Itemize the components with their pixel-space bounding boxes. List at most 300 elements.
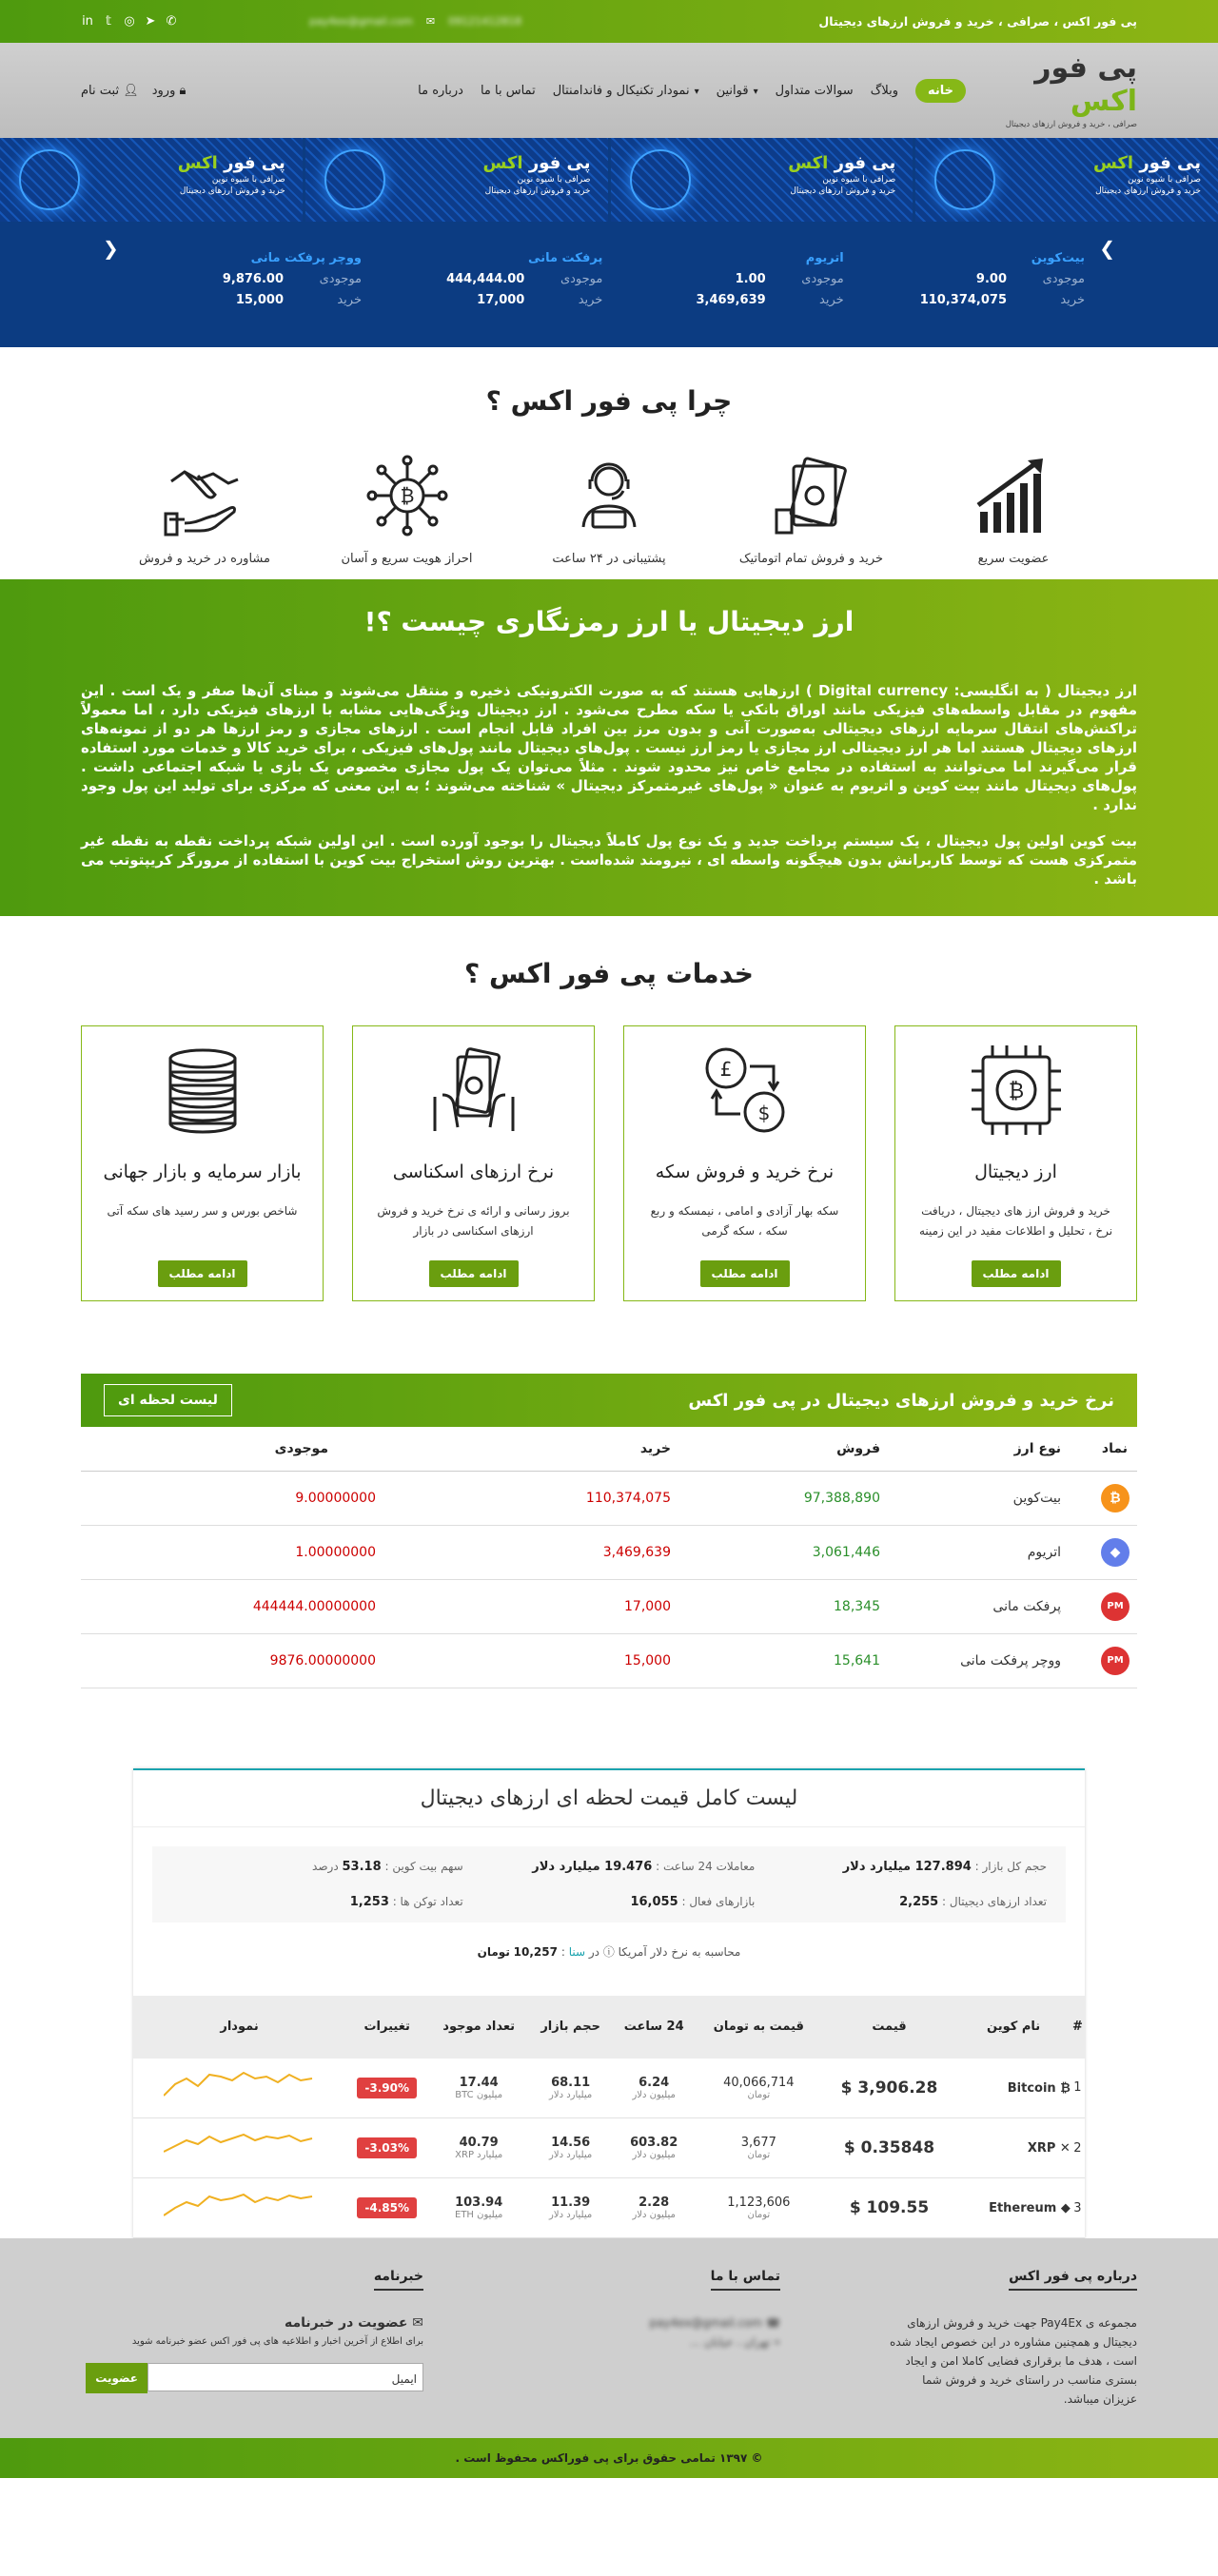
volume-cell bbox=[529, 2118, 612, 2178]
svg-text:₿: ₿ bbox=[400, 484, 414, 507]
svg-text:£: £ bbox=[719, 1058, 732, 1081]
h24-value: 603.82 bbox=[630, 2136, 678, 2150]
crypto-title: ارز دیجیتال یا ارز رمزنگاری چیست ؟! bbox=[363, 606, 855, 637]
stock-value: 444444.00000000 bbox=[81, 1579, 442, 1633]
stock-value: 9.00 bbox=[975, 272, 1007, 286]
toman-unit: تومان bbox=[747, 2210, 771, 2220]
crypto-paragraph-2: بیت کوین اولین پول دیجیتال ، یک سیستم پرداخت جدید و یک نوع پول کاملاً دیجیتال را بوجود آورده است . این اولین شبکه پرداخت نقطه به نقطه غیر متمرکزی هست که توسط کاربرانش بدون هیچگونه واسطه ای ، نیرومند شده‌است . بهترین روش استخراج بیت کوین با استفاده از مرورگر کریپتوتب می باشد . bbox=[81, 832, 1137, 888]
sparkline-chart bbox=[164, 2187, 316, 2225]
buy-label: خرید bbox=[337, 293, 363, 307]
info-icon: ⓘ bbox=[602, 1944, 615, 1959]
stat-label: تعداد ارزهای دیجیتال : bbox=[942, 1894, 1047, 1908]
sell-price: 18,345 bbox=[671, 1579, 880, 1633]
h24-value: 6.24 bbox=[638, 2075, 670, 2090]
live-col-header: قیمت bbox=[822, 1996, 957, 2059]
twitter-icon[interactable]: 𝕥 bbox=[105, 14, 112, 29]
coin-icon: ₿ bbox=[1060, 2080, 1071, 2096]
coin-icon: ✕ bbox=[1059, 2140, 1071, 2156]
sparkline-line bbox=[164, 2195, 312, 2215]
stat-label: معاملات 24 ساعت : bbox=[656, 1859, 756, 1873]
nav-home[interactable]: خانه bbox=[915, 79, 966, 103]
calc-label: محاسبه به نرخ bbox=[671, 1944, 741, 1959]
supply-cell bbox=[428, 2059, 529, 2118]
h24-unit: میلیون دلار bbox=[632, 2210, 676, 2220]
stock-value: 444,444.00 bbox=[446, 272, 525, 286]
buy-label: خرید bbox=[819, 293, 844, 307]
toman-price: 40,066,714 bbox=[723, 2075, 795, 2090]
banner-line: صرافی با شیوه نوین bbox=[822, 175, 896, 185]
svg-text:$: $ bbox=[757, 1102, 770, 1124]
read-more-button[interactable]: ادامه مطلب bbox=[972, 1260, 1061, 1287]
toman-unit: تومان bbox=[747, 2089, 771, 2100]
banner-line: صرافی با شیوه نوین bbox=[211, 175, 285, 185]
coin-name: Ethereum bbox=[989, 2200, 1057, 2215]
phone-icon: ☎ bbox=[766, 2316, 780, 2330]
instagram-icon[interactable]: ◎ bbox=[124, 14, 135, 29]
feature bbox=[928, 453, 1099, 566]
lock-icon: 🔒︎ bbox=[179, 83, 187, 98]
toman-price: 1,123,606 bbox=[727, 2195, 791, 2210]
service-desc: بروز رسانی و ارائه ی نرخ خرید و فروش ارزهای اسکناسی در بازار bbox=[377, 1204, 570, 1238]
price-rows bbox=[81, 1471, 1137, 1688]
slider-coin[interactable] bbox=[133, 248, 362, 311]
col-sell: فروش bbox=[671, 1427, 880, 1471]
footer-contact-title: تماس با ما bbox=[711, 2267, 780, 2291]
slider-coin-name: ووچر پرفکت مانی bbox=[250, 251, 363, 265]
live-col-header: # bbox=[1071, 1996, 1085, 2059]
banknote-hand-icon bbox=[422, 1038, 526, 1142]
service-title: بازار سرمایه و بازار جهانی bbox=[103, 1161, 302, 1182]
feature bbox=[523, 453, 695, 566]
usd-price: $ 109.55 bbox=[822, 2178, 957, 2238]
usd-price: $ 3,906.28 bbox=[822, 2059, 957, 2118]
stock-label: موجودی bbox=[1042, 272, 1085, 286]
buy-value: 3,469,639 bbox=[696, 293, 766, 307]
market-stat bbox=[755, 1895, 1047, 1909]
rank: 2 bbox=[1071, 2118, 1085, 2178]
slider-coin[interactable] bbox=[856, 248, 1085, 311]
symbol-cell bbox=[1061, 1471, 1137, 1525]
coin-cell bbox=[956, 2118, 1070, 2178]
live-rows bbox=[133, 2059, 1085, 2238]
service-desc: شاخص بورس و سر رسید های سکه آتی bbox=[107, 1204, 298, 1218]
banner-title-accent: اکس bbox=[788, 153, 829, 173]
volume-value: 11.39 bbox=[551, 2195, 591, 2210]
services-section bbox=[0, 916, 1218, 1688]
location-icon: ⌖ bbox=[774, 2335, 780, 2349]
buy-value: 15,000 bbox=[235, 293, 285, 307]
banner-small: خرید و فروش ارزهای دیجیتال bbox=[179, 186, 285, 196]
stock-value: 9876.00000000 bbox=[81, 1633, 442, 1688]
volume-unit: میلیارد دلار bbox=[549, 2089, 593, 2100]
footer-about-title: درباره پی فور اکس bbox=[1009, 2267, 1137, 2291]
buy-label: خرید bbox=[1060, 293, 1085, 307]
market-stat bbox=[463, 1895, 756, 1909]
register-link[interactable] bbox=[81, 84, 139, 98]
rank: 1 bbox=[1071, 2059, 1085, 2118]
banner-small: خرید و فروش ارزهای دیجیتال bbox=[484, 186, 591, 196]
slider-coin-name: پرفکت مانی bbox=[528, 251, 603, 265]
calc-in: در bbox=[588, 1944, 599, 1959]
price-row bbox=[81, 1525, 1137, 1579]
newsletter-submit-button[interactable]: عضویت bbox=[86, 2363, 147, 2393]
calc-unit: تومان bbox=[477, 1944, 510, 1959]
sparkline-chart bbox=[164, 2067, 316, 2105]
coin-name: اتریوم bbox=[880, 1525, 1061, 1579]
market-stat bbox=[463, 1860, 756, 1874]
bitcoin-chip-icon bbox=[964, 1038, 1069, 1142]
services-title: خدمات پی فور اکس ؟ bbox=[464, 958, 754, 989]
calc-rate: 10,257 bbox=[513, 1944, 558, 1959]
calc-source-link[interactable]: سنا bbox=[568, 1944, 586, 1959]
top-email[interactable]: pay4ex@gmail.com bbox=[309, 15, 413, 28]
slider-coin[interactable] bbox=[616, 248, 844, 311]
calc-currency[interactable]: دلار آمریکا bbox=[618, 1944, 668, 1959]
register-label: ثبت نام bbox=[81, 83, 120, 98]
banner-title: پی فور bbox=[834, 153, 896, 173]
stock-value: 9.00000000 bbox=[81, 1471, 442, 1525]
toman-cell bbox=[696, 2118, 822, 2178]
banner bbox=[305, 138, 608, 222]
nav-faq[interactable]: سوالات متداول bbox=[775, 83, 854, 98]
stock-label: موجودی bbox=[560, 272, 603, 286]
read-more-button[interactable]: ادامه مطلب bbox=[429, 1260, 519, 1287]
banner bbox=[915, 138, 1218, 222]
banner-small: خرید و فروش ارزهای دیجیتال bbox=[1095, 186, 1201, 196]
whatsapp-icon[interactable]: ✆ bbox=[166, 14, 177, 29]
price-table-header bbox=[81, 1374, 1137, 1427]
sparkline-cell bbox=[133, 2178, 345, 2238]
user-icon: 👤︎ bbox=[123, 83, 139, 98]
supply-cell bbox=[428, 2118, 529, 2178]
feature-label: خرید و فروش تمام اتوماتیک bbox=[738, 552, 884, 566]
stat-value: 2,255 bbox=[899, 1894, 939, 1909]
live-col-header: نام کوین bbox=[956, 1996, 1070, 2059]
logo-accent: اکس bbox=[1070, 85, 1137, 118]
change-cell bbox=[345, 2118, 428, 2178]
stat-value: 19.476 میلیارد دلار bbox=[532, 1859, 653, 1874]
live-col-header: تغییرات bbox=[345, 1996, 428, 2059]
banner-title-accent: اکس bbox=[177, 153, 218, 173]
service-title: نرخ خرید و فروش سکه bbox=[655, 1161, 835, 1182]
sell-price: 97,388,890 bbox=[671, 1471, 880, 1525]
slider-prev-icon[interactable]: ❮ bbox=[103, 237, 119, 260]
coin-cell bbox=[956, 2178, 1070, 2238]
coin-name: XRP bbox=[1027, 2140, 1056, 2156]
coin-name: Bitcoin bbox=[1007, 2080, 1056, 2096]
banner-small: خرید و فروش ارزهای دیجیتال bbox=[790, 186, 896, 196]
banner-strip bbox=[0, 138, 1218, 222]
stat-label: حجم کل بازار : bbox=[974, 1859, 1047, 1873]
toman-cell bbox=[696, 2178, 822, 2238]
price-row bbox=[81, 1579, 1137, 1633]
stat-value: 16,055 bbox=[630, 1894, 678, 1909]
live-col-header: نمودار bbox=[133, 1996, 345, 2059]
banner-line: صرافی با شیوه نوین bbox=[517, 175, 591, 185]
stat-unit: درصد bbox=[312, 1859, 339, 1873]
nav-contact[interactable]: تماس با ما bbox=[480, 83, 536, 98]
coin-exchange-icon bbox=[693, 1038, 797, 1142]
market-stats bbox=[152, 1846, 1066, 1922]
stat-label: تعداد توکن ها : bbox=[392, 1894, 463, 1908]
logo-text: پی فور bbox=[1034, 51, 1137, 85]
toman-price: 3,677 bbox=[740, 2136, 776, 2150]
supply-unit: میلیارد XRP bbox=[455, 2150, 503, 2160]
why-title: چرا پی فور اکس ؟ bbox=[485, 385, 733, 417]
stock-value: 1.00 bbox=[735, 272, 766, 286]
handshake-icon bbox=[162, 453, 247, 538]
footer-newsletter bbox=[81, 2267, 423, 2409]
cash-hand-icon bbox=[769, 453, 855, 538]
nav-laws[interactable] bbox=[717, 84, 758, 98]
nav-laws-label: قوانین bbox=[716, 83, 749, 98]
service-cards bbox=[81, 1025, 1137, 1301]
nav-chart[interactable] bbox=[553, 84, 699, 98]
h24-unit: میلیون دلار bbox=[632, 2089, 676, 2100]
newsletter-desc: برای اطلاع از آخرین اخبار و اطلاعیه های پی فور اکس عضو خبرنامه شوید bbox=[131, 2336, 423, 2347]
stat-value: 127.894 میلیارد دلار bbox=[842, 1859, 972, 1874]
coin-cell bbox=[956, 2059, 1070, 2118]
live-col-header: تعداد موجود bbox=[428, 1996, 529, 2059]
live-table-header bbox=[133, 1996, 1085, 2059]
copyright: © ۱۳۹۷ تمامی حقوق برای پی فوراکس محفوظ است . bbox=[0, 2438, 1218, 2478]
buy-value: 17,000 bbox=[477, 293, 525, 307]
banner-title: پی فور bbox=[528, 153, 591, 173]
coin-icon: ◆ bbox=[1060, 2200, 1071, 2215]
footer-address: تهران ، خیابان ... bbox=[689, 2335, 771, 2349]
live-col-header: 24 ساعت bbox=[612, 1996, 696, 2059]
sparkline-line bbox=[164, 2073, 312, 2096]
price-table-title: نرخ خرید و فروش ارزهای دیجیتال در پی فور اکس bbox=[688, 1390, 1114, 1411]
supply-unit: میلیون ETH bbox=[455, 2210, 503, 2220]
footer-about bbox=[890, 2267, 1137, 2409]
bitcoin-network-icon bbox=[364, 453, 450, 538]
stock-value: 9,876.00 bbox=[222, 272, 285, 286]
service-card bbox=[623, 1025, 866, 1301]
symbol-cell bbox=[1061, 1633, 1137, 1688]
volume-cell bbox=[529, 2059, 612, 2118]
banner-title-accent: اکس bbox=[482, 153, 523, 173]
supply-value: 17.44 bbox=[459, 2075, 499, 2090]
change-cell bbox=[345, 2059, 428, 2118]
sell-price: 15,641 bbox=[671, 1633, 880, 1688]
nav-blog[interactable]: وبلاگ bbox=[870, 83, 898, 98]
banner bbox=[0, 138, 303, 222]
price-row bbox=[81, 1633, 1137, 1688]
buy-value: 110,374,075 bbox=[919, 293, 1007, 307]
newsletter-icon: ✉ bbox=[412, 2315, 423, 2331]
logo-subtitle: صرافی ، خرید و فروش ارزهای دیجیتال bbox=[1005, 120, 1137, 129]
volume-value: 14.56 bbox=[551, 2136, 591, 2150]
telegram-icon[interactable]: ➤ bbox=[145, 14, 156, 29]
stock-value: 1.00000000 bbox=[81, 1525, 442, 1579]
change-badge: -3.03% bbox=[357, 2137, 417, 2158]
h24-value: 2.28 bbox=[638, 2195, 670, 2210]
stat-value: 1,253 bbox=[349, 1894, 389, 1909]
price-table-section bbox=[81, 1374, 1137, 1688]
supply-unit: میلیون BTC bbox=[455, 2089, 503, 2100]
sell-price: 3,061,446 bbox=[671, 1525, 880, 1579]
coin-cards bbox=[133, 248, 1085, 311]
volume-unit: میلیارد دلار bbox=[549, 2150, 593, 2160]
live-row[interactable] bbox=[133, 2118, 1085, 2178]
social-links bbox=[81, 14, 178, 29]
price-table bbox=[81, 1427, 1137, 1688]
col-stock: موجودی bbox=[81, 1427, 442, 1471]
calc-colon: : bbox=[560, 1944, 565, 1959]
crypto-intro bbox=[0, 579, 1218, 916]
change-cell bbox=[345, 2178, 428, 2238]
footer-email: pay4ex@gmail.com bbox=[649, 2316, 763, 2330]
read-more-button[interactable]: ادامه مطلب bbox=[700, 1260, 790, 1287]
coin-name: پرفکت مانی bbox=[880, 1579, 1061, 1633]
h24-cell bbox=[612, 2178, 696, 2238]
rate-calc bbox=[133, 1943, 1085, 1960]
sparkline-line bbox=[164, 2135, 312, 2152]
support-agent-icon bbox=[566, 453, 652, 538]
growth-chart-icon bbox=[971, 453, 1056, 538]
live-col-header: قیمت به تومان bbox=[696, 1996, 822, 2059]
login-label: ورود bbox=[151, 83, 176, 98]
stat-label: سهم بیت کوین : bbox=[384, 1859, 463, 1873]
nav-about[interactable]: درباره ما bbox=[418, 83, 463, 98]
newsletter-title: خبرنامه bbox=[374, 2267, 423, 2291]
live-row[interactable] bbox=[133, 2059, 1085, 2118]
coin-name: ووچر پرفکت مانی bbox=[880, 1633, 1061, 1688]
newsletter-form bbox=[81, 2363, 423, 2393]
buy-label: خرید bbox=[578, 293, 603, 307]
coin-name: بیت‌کوین bbox=[880, 1471, 1061, 1525]
service-desc: خرید و فروش ارز های دیجیتال ، دریافت نرخ ، تحلیل و اطلاعات مفید در این زمینه bbox=[918, 1204, 1113, 1238]
live-price-widget bbox=[133, 1768, 1085, 2239]
service-card bbox=[81, 1025, 324, 1301]
supply-value: 40.79 bbox=[459, 2136, 499, 2150]
service-title: ارز دیجیتال bbox=[974, 1161, 1057, 1182]
crypto-paragraph-1: ارز دیجیتال ( به انگلیسی: Digital currency ) ارزهایی هستند که به صورت الکترونیکی ذخیره و منتقل می‌شوند و مبنای آن‌ها صفر و یک است . این مفهوم در مقابل واسطه‌های فیزیکی مانند اوراق بانکی یا سکه مطرح می‌شود . ارز دیجیتال ویژگی‌هایی مشابه با ارزهای فیزیکی دارد ، اما معمولاً تراکنش‌های انتقال سرمایه ارزهای دیجیتالی به‌صورت آنی و بدون مرز بین افراد قابل انجام است . ارزهای مجازی و رمز ارزها هر دو از نمونه‌های ارزهای دیجیتال هستند اما هر ارز دیجیتالی ارز مجازی یا رمز ارز نیست . پول‌های دیجیتال مانند پول‌های فیزیکی ، برای خرید کالا و خدمات مورد استفاده قرار می‌گیرند اما می‌توانند به استفاده در مجامع خاص نیز محدود شوند . مثلاً می‌توان یک پول مجازی مخصوص یک بازی یا شبکه اجتماعی داشت . پول‌های دیجیتال مانند بیت کوین و اتریوم به عنوان « پول‌های غیرمتمرکز دیجیتال » شناخته می‌شوند ؛ به این معنی که مرکزی برای تولید این پول وجود ندارد . bbox=[81, 682, 1137, 813]
h24-cell bbox=[612, 2118, 696, 2178]
newsletter-email-input[interactable]: ایمیل bbox=[147, 2363, 423, 2391]
volume-cell bbox=[529, 2178, 612, 2238]
banner-line: صرافی با شیوه نوین bbox=[1128, 175, 1201, 185]
live-table bbox=[133, 1996, 1085, 2239]
feature bbox=[726, 453, 897, 566]
col-symbol: نماد bbox=[1061, 1427, 1137, 1471]
slider-coin[interactable] bbox=[374, 248, 602, 311]
volume-unit: میلیارد دلار bbox=[549, 2210, 593, 2220]
banner-title-accent: اکس bbox=[1092, 153, 1134, 173]
logo[interactable] bbox=[985, 51, 1137, 129]
footer-contact bbox=[533, 2267, 780, 2409]
service-title: نرخ ارزهای اسکناسی bbox=[392, 1161, 555, 1182]
toman-cell bbox=[696, 2059, 822, 2118]
footer bbox=[0, 2238, 1218, 2438]
symbol-cell bbox=[1061, 1579, 1137, 1633]
feature bbox=[119, 453, 290, 566]
h24-unit: میلیون دلار bbox=[632, 2150, 676, 2160]
footer-about-text: مجموعه ی Pay4Ex جهت خرید و فروش ارزهای دیجیتال و همچنین مشاوره در این خصوص ایجاد شده است ، هدف ما برقراری فضایی کاملا امن و ایجاد بستری مناسب در راستای خرید و فروش شما عزیزان میباشد. bbox=[890, 2316, 1137, 2406]
feature-label: عضویت سریع bbox=[977, 552, 1050, 566]
footer-contact-line bbox=[533, 2332, 780, 2352]
toman-unit: تومان bbox=[747, 2150, 771, 2160]
sparkline-cell bbox=[133, 2118, 345, 2178]
rank: 3 bbox=[1071, 2178, 1085, 2238]
banner-title: پی فور bbox=[1139, 153, 1201, 173]
top-contact bbox=[81, 14, 521, 29]
svg-text:₿: ₿ bbox=[1008, 1080, 1024, 1103]
coin-slider bbox=[0, 138, 1218, 347]
newsletter-subtitle: عضویت در خبرنامه bbox=[285, 2315, 408, 2331]
usd-price: $ 0.35848 bbox=[822, 2118, 957, 2178]
top-phone[interactable]: 09121412818 bbox=[448, 15, 522, 28]
stock-label: موجودی bbox=[319, 272, 363, 286]
col-type: نوع ارز bbox=[880, 1427, 1061, 1471]
coin-stack-icon bbox=[150, 1038, 255, 1142]
slider-coin-name: بیت‌کوین bbox=[1031, 251, 1085, 265]
banner-title: پی فور bbox=[224, 153, 285, 173]
nav-chart-label: نمودار تکنیکال و فاندامنتال bbox=[552, 83, 690, 98]
mail-icon: ✉ bbox=[425, 15, 436, 28]
buy-price: 3,469,639 bbox=[442, 1525, 671, 1579]
live-col-header: حجم بازار bbox=[529, 1996, 612, 2059]
buy-price: 17,000 bbox=[442, 1579, 671, 1633]
supply-cell bbox=[428, 2178, 529, 2238]
col-buy: خرید bbox=[442, 1427, 671, 1471]
change-badge: -4.85% bbox=[357, 2197, 417, 2218]
tagline: پی فور اکس ، صرافی ، خرید و فروش ارزهای دیجیتال bbox=[818, 14, 1137, 29]
features bbox=[119, 453, 1099, 566]
stat-value: 53.18 bbox=[342, 1859, 382, 1874]
read-more-button[interactable]: ادامه مطلب bbox=[158, 1260, 247, 1287]
banner bbox=[611, 138, 914, 222]
service-card bbox=[894, 1025, 1137, 1301]
linkedin-icon[interactable]: in bbox=[82, 14, 93, 29]
header bbox=[0, 43, 1218, 138]
volume-value: 68.11 bbox=[551, 2075, 591, 2090]
market-stat bbox=[755, 1860, 1047, 1874]
buy-price: 110,374,075 bbox=[442, 1471, 671, 1525]
coin-symbol-icon: ◆ bbox=[1101, 1538, 1130, 1567]
coin-symbol-icon: PM bbox=[1101, 1592, 1130, 1621]
h24-cell bbox=[612, 2059, 696, 2118]
feature-label: پشتیبانی در ۲۴ ساعت bbox=[552, 552, 666, 566]
feature-label: مشاوره در خرید و فروش bbox=[139, 552, 270, 566]
slider-coin-name: اتریوم bbox=[805, 251, 844, 265]
login-link[interactable] bbox=[152, 84, 187, 98]
slider-next-icon[interactable]: ❯ bbox=[1099, 237, 1115, 260]
buy-price: 15,000 bbox=[442, 1633, 671, 1688]
service-desc: سکه بهار آزادی و امامی ، نیمسکه و ربع سکه ، سکه گرمی bbox=[650, 1204, 839, 1238]
why-section bbox=[0, 347, 1218, 566]
sparkline-chart bbox=[164, 2127, 316, 2165]
market-stat bbox=[171, 1860, 463, 1874]
stock-label: موجودی bbox=[801, 272, 844, 286]
stat-label: بازارهای فعال : bbox=[681, 1894, 756, 1908]
auth-links bbox=[81, 84, 186, 98]
price-row bbox=[81, 1471, 1137, 1525]
live-list-button[interactable]: لیست لحظه ای bbox=[104, 1384, 232, 1416]
symbol-cell bbox=[1061, 1525, 1137, 1579]
feature bbox=[322, 453, 493, 566]
live-row[interactable] bbox=[133, 2178, 1085, 2238]
live-title: لیست کامل قیمت لحظه ای ارزهای دیجیتال bbox=[133, 1770, 1085, 1827]
main-nav bbox=[418, 79, 966, 103]
coin-symbol-icon: ₿ bbox=[1101, 1484, 1130, 1512]
coin-symbol-icon: PM bbox=[1101, 1647, 1130, 1675]
supply-value: 103.94 bbox=[455, 2195, 503, 2210]
top-bar bbox=[0, 0, 1218, 43]
service-card bbox=[352, 1025, 595, 1301]
footer-contact-line bbox=[533, 2313, 780, 2332]
